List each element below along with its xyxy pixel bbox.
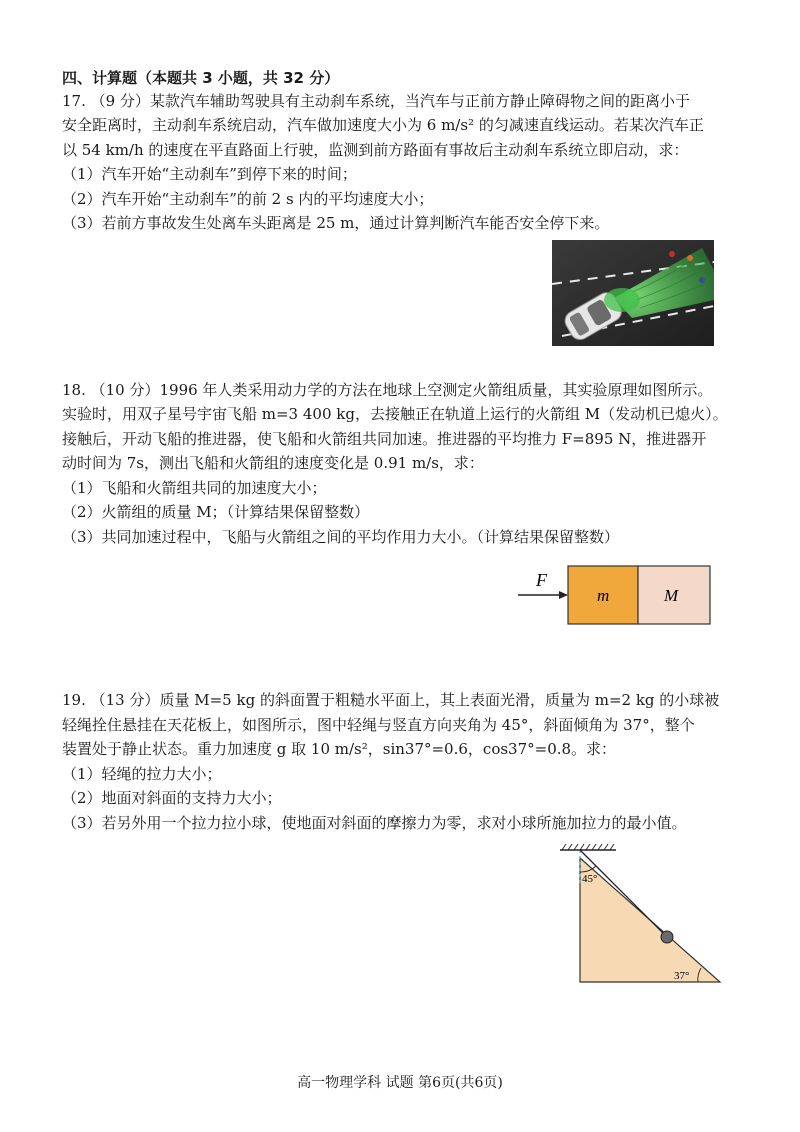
ball-icon	[661, 931, 673, 943]
page-footer: 高一物理学科 试题 第6页(共6页)	[297, 1075, 503, 1091]
q19-part-1: （1）轻绳的拉力大小；	[62, 765, 222, 783]
q19-part-2: （2）地面对斜面的支持力大小；	[62, 789, 282, 807]
pedestrian-icon	[699, 277, 705, 283]
car-braking-figure	[552, 240, 714, 346]
pedestrian-icon	[687, 255, 693, 261]
angle-37-label: 37°	[674, 970, 690, 982]
box-M-label: M	[664, 586, 679, 605]
q18-line-1: 18. （10 分）1996 年人类采用动力学的方法在地球上空测定火箭组质量，其实验原理如图所示。	[62, 381, 713, 399]
pedestrian-icon	[669, 251, 675, 257]
q17-part-3: （3）若前方事故发生处离车头距离是 25 m，通过计算判断汽车能否安全停下来。	[62, 214, 610, 232]
q17-line-1: 17. （9 分）某款汽车辅助驾驶具有主动刹车系统，当汽车与正前方静止障碍物之间的距离小于	[62, 92, 690, 110]
q18-line-3: 接触后，开动飞船的推进器，使飞船和火箭组共同加速。推进器的平均推力 F=895 N，推进器开	[62, 430, 707, 448]
q19-line-2: 轻绳拴住悬挂在天花板上，如图所示，图中轻绳与竖直方向夹角为 45°，斜面倾角为 37°，整个	[62, 716, 695, 734]
q18-part-2: （2）火箭组的质量 M；（计算结果保留整数）	[62, 503, 370, 521]
q17-line-2: 安全距离时，主动刹车系统启动，汽车做加速度大小为 6 m/s² 的匀减速直线运动。若某次汽车正	[62, 116, 704, 134]
q18-line-2: 实验时，用双子星号宇宙飞船 m=3 400 kg，去接触正在轨道上运行的火箭组 M（发动机已熄火）。	[62, 405, 728, 423]
force-boxes-figure	[514, 562, 714, 628]
q17-line-3: 以 54 km/h 的速度在平直路面上行驶，监测到前方路面有事故后主动刹车系统立即启动，求：	[62, 141, 689, 159]
q18-part-1: （1）飞船和火箭组共同的加速度大小；	[62, 479, 327, 497]
angle-45-label: 45°	[582, 873, 598, 885]
q18-part-3: （3）共同加速过程中，飞船与火箭组之间的平均作用力大小。（计算结果保留整数）	[62, 528, 620, 546]
q19-part-3: （3）若另外用一个拉力拉小球，使地面对斜面的摩擦力为零，求对小球所施加拉力的最小值。	[62, 814, 687, 832]
q17-part-2: （2）汽车开始“主动刹车”的前 2 s 内的平均速度大小；	[62, 190, 434, 208]
q18-line-4: 动时间为 7s，测出飞船和火箭组的速度变化是 0.91 m/s，求：	[62, 454, 484, 472]
incline-ball-figure	[560, 844, 726, 990]
box-m-label: m	[597, 586, 610, 605]
section-title: 四、计算题（本题共 3 小题，共 32 分）	[62, 69, 340, 87]
q17-part-1: （1）汽车开始“主动刹车”到停下来的时间；	[62, 165, 357, 183]
q19-line-3: 装置处于静止状态。重力加速度 g 取 10 m/s²，sin37°=0.6，cos37°=0.8。求：	[62, 740, 617, 758]
force-label: F	[536, 570, 547, 590]
q19-line-1: 19. （13 分）质量 M=5 kg 的斜面置于粗糙水平面上，其上表面光滑，质量为 m=2 kg 的小球被	[62, 691, 720, 709]
